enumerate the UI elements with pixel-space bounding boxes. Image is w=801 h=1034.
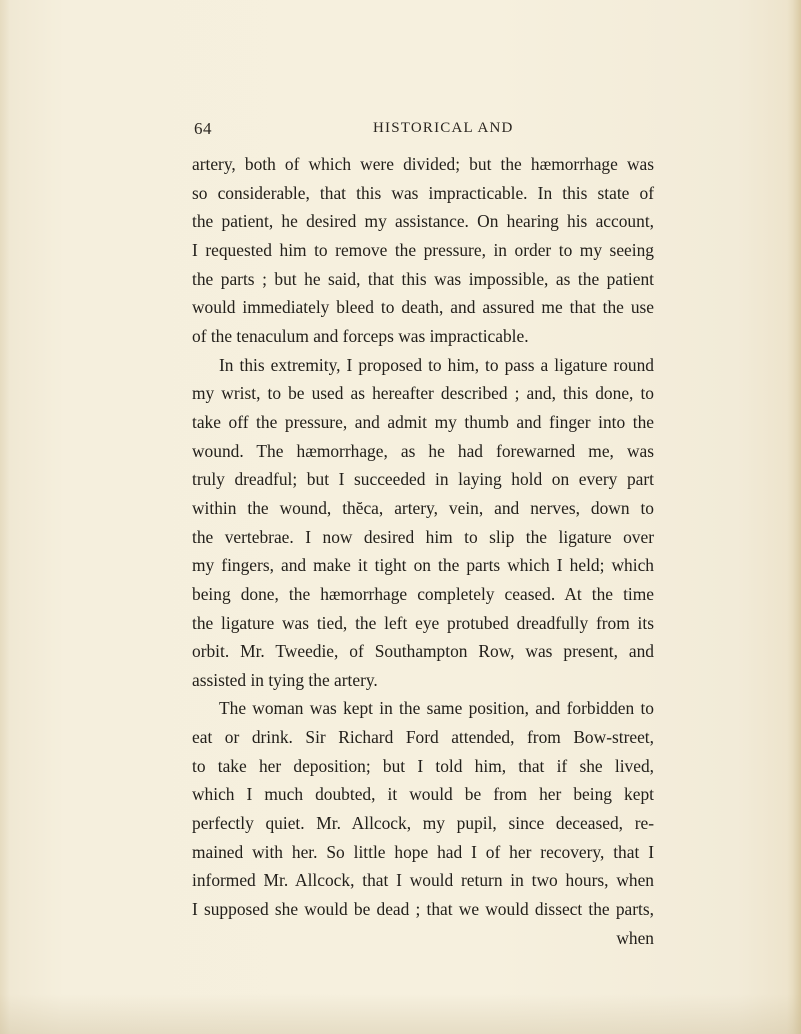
page-left-edge	[0, 0, 10, 1034]
text-line: the ligature was tied, the left eye protubed dreadfully from its	[192, 612, 654, 633]
text-line: The woman was kept in the same position, and forbidden to	[219, 698, 654, 719]
text-line: the parts ; but he said, that this was impossible, as the patient	[192, 268, 654, 289]
text-line: I supposed she would be dead ; that we would dissect the parts,	[192, 899, 654, 920]
text-line: would immediately bleed to death, and assured me that the use	[192, 297, 654, 318]
text-line: artery, both of which were divided; but the hæmorrhage was	[192, 154, 654, 174]
running-head	[0, 119, 801, 143]
text-line: of the tenaculum and forceps was impracticable.	[192, 325, 529, 346]
text-line: wound. The hæmorrhage, as he had forewarned me, was	[192, 440, 654, 461]
text-line: which I much doubted, it would be from her being kept	[192, 784, 654, 805]
page-number: 64	[194, 119, 212, 138]
text-line: so considerable, that this was impracticable. In this state of	[192, 182, 654, 203]
text-line: my fingers, and make it tight on the parts which I held; which	[192, 555, 654, 576]
text-line: In this extremity, I proposed to him, to pass a ligature round	[219, 354, 654, 375]
text-line: I requested him to remove the pressure, in order to my seeing	[192, 239, 654, 260]
page-right-edge	[787, 0, 801, 1034]
text-line: my wrist, to be used as hereafter described ; and, this done, to	[192, 383, 654, 404]
text-line: truly dreadful; but I succeeded in laying hold on every part	[192, 469, 654, 490]
text-line: orbit. Mr. Tweedie, of Southampton Row, was present, and	[192, 641, 654, 662]
text-line: assisted in tying the artery.	[192, 669, 378, 690]
body-text	[192, 150, 654, 952]
text-line: eat or drink. Sir Richard Ford attended, from Bow-street,	[192, 727, 654, 748]
text-line: informed Mr. Allcock, that I would return in two hours, when	[192, 870, 654, 891]
text-line: to take her deposition; but I told him, that if she lived,	[192, 755, 654, 776]
page-bottom-stain	[0, 994, 801, 1034]
text-line: being done, the hæmorrhage completely ceased. At the time	[192, 583, 654, 604]
text-line: mained with her. So little hope had I of her recovery, that I	[192, 841, 654, 862]
text-line: take off the pressure, and admit my thumb and finger into the	[192, 411, 654, 432]
catchword: when	[616, 927, 654, 948]
text-line: the vertebrae. I now desired him to slip the ligature over	[192, 526, 654, 547]
running-title: HISTORICAL AND	[373, 120, 514, 136]
text-line: perfectly quiet. Mr. Allcock, my pupil, since deceased, re-	[192, 813, 654, 834]
text-line: the patient, he desired my assistance. On hearing his account,	[192, 211, 654, 232]
text-line: within the wound, thĕca, artery, vein, and nerves, down to	[192, 497, 654, 518]
